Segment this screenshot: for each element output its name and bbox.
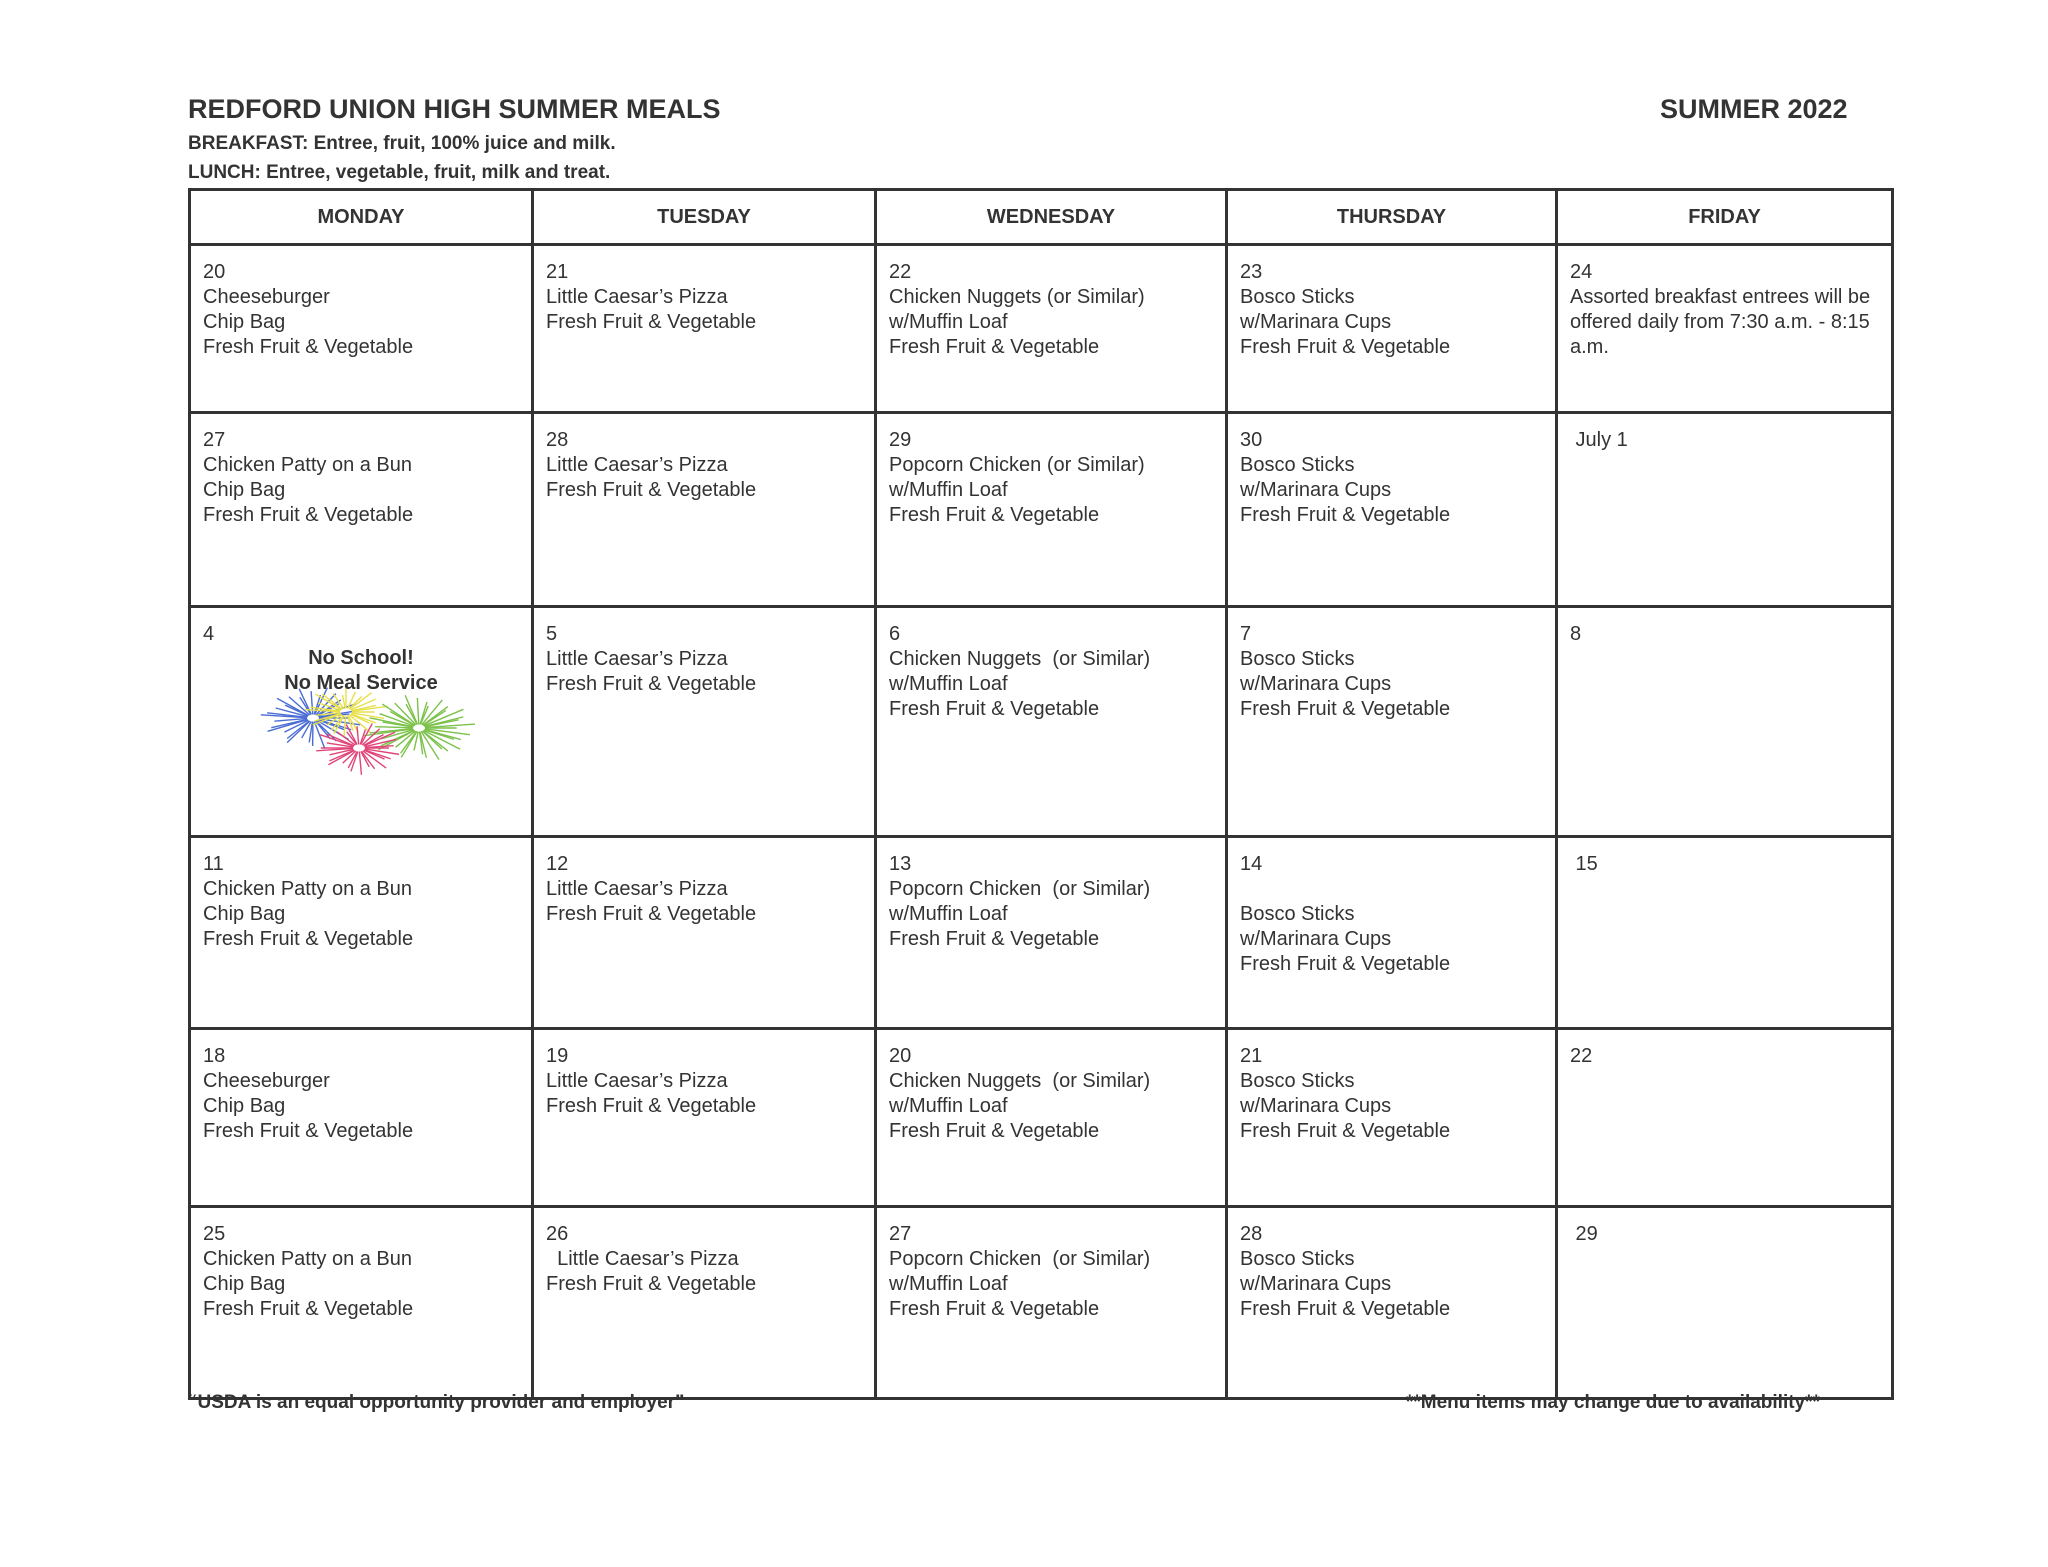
menu-item: Fresh Fruit & Vegetable [889,928,1100,950]
menu-item: Fresh Fruit & Vegetable [1240,504,1451,526]
menu-item: w/Muffin Loaf [889,479,1008,501]
menu-item: w/Marinara Cups [1240,673,1392,695]
menu-item: Fresh Fruit & Vegetable [1240,336,1451,358]
day-cell [533,1207,876,1399]
day-date: 7 [1240,623,1252,645]
day-date: 27 [889,1223,912,1245]
menu-item: w/Muffin Loaf [889,1095,1008,1117]
menu-item: w/Marinara Cups [1240,479,1392,501]
menu-item: Little Caesar’s Pizza [546,1248,739,1270]
menu-item: Chip Bag [203,311,286,333]
menu-item: w/Marinara Cups [1240,311,1392,333]
menu-item: Cheeseburger [203,286,330,308]
day-cell [1557,607,1893,837]
week-row [190,1207,1893,1399]
menu-item: Fresh Fruit & Vegetable [546,673,757,695]
day-cell [190,1029,533,1207]
day-date: 30 [1240,429,1263,451]
menu-item: Bosco Sticks [1240,648,1355,670]
menu-item: Bosco Sticks [1240,1248,1355,1270]
day-date: 15 [1570,853,1598,875]
menu-item: Fresh Fruit & Vegetable [546,1273,757,1295]
menu-item: Fresh Fruit & Vegetable [546,311,757,333]
day-cell [533,413,876,607]
week-row [190,413,1893,607]
menu-item: Fresh Fruit & Vegetable [546,479,757,501]
menu-item: Chicken Nuggets (or Similar) [889,648,1151,670]
menu-item: Chip Bag [203,1273,286,1295]
day-cell [1227,245,1557,413]
weekday-header: WEDNESDAY [876,190,1227,245]
day-cell [876,1207,1227,1399]
menu-item: Fresh Fruit & Vegetable [1240,1120,1451,1142]
weekday-header: FRIDAY [1557,190,1893,245]
menu-item: Little Caesar’s Pizza [546,878,728,900]
lunch-description: LUNCH: Entree, vegetable, fruit, milk and treat. [188,162,611,183]
menu-item: Fresh Fruit & Vegetable [203,336,414,358]
week-row [190,837,1893,1029]
menu-item: Chip Bag [203,479,286,501]
menu-item: Popcorn Chicken (or Similar) [889,1248,1151,1270]
day-cell [1227,607,1557,837]
notice-line: No School! [308,647,414,669]
day-date: 18 [203,1045,226,1067]
day-cell [1227,413,1557,607]
menu-item: Bosco Sticks [1240,903,1355,925]
day-date: 8 [1570,623,1582,645]
menu-item: Little Caesar’s Pizza [546,1070,728,1092]
day-date: 5 [546,623,558,645]
day-date: 6 [889,623,901,645]
menu-item: Fresh Fruit & Vegetable [1240,698,1451,720]
menu-item: w/Muffin Loaf [889,1273,1008,1295]
menu-item: Fresh Fruit & Vegetable [546,903,757,925]
day-date: 26 [546,1223,569,1245]
menu-item: Bosco Sticks [1240,1070,1355,1092]
day-date: 19 [546,1045,569,1067]
day-date: 21 [1240,1045,1263,1067]
menu-item: w/Muffin Loaf [889,673,1008,695]
day-cell [1557,837,1893,1029]
day-cell [190,245,533,413]
menu-item: Cheeseburger [203,1070,330,1092]
menu-item: Little Caesar’s Pizza [546,648,728,670]
day-cell [1557,1207,1893,1399]
day-cell [533,1029,876,1207]
menu-item: Fresh Fruit & Vegetable [889,336,1100,358]
menu-item: Fresh Fruit & Vegetable [889,1298,1100,1320]
menu-item: Chicken Nuggets (or Similar) [889,286,1145,308]
menu-item: Fresh Fruit & Vegetable [203,1120,414,1142]
availability-note: **Menu items may change due to availability** [1406,1392,1820,1413]
menu-item [1240,877,1543,902]
notice-line: No Meal Service [284,672,438,694]
menu-item: w/Muffin Loaf [889,903,1008,925]
menu-item: Fresh Fruit & Vegetable [203,928,414,950]
day-date: 13 [889,853,912,875]
menu-item: Fresh Fruit & Vegetable [889,1120,1100,1142]
day-cell [876,1029,1227,1207]
page-title: REDFORD UNION HIGH SUMMER MEALS [188,94,721,124]
day-date: 21 [546,261,569,283]
day-cell [533,837,876,1029]
usda-statement: “USDA is an equal opportunity provider and employer” [188,1392,685,1413]
breakfast-description: BREAKFAST: Entree, fruit, 100% juice and milk. [188,133,616,154]
day-date: 20 [889,1045,912,1067]
menu-item: Popcorn Chicken (or Similar) [889,878,1151,900]
day-cell [533,245,876,413]
weekday-header: THURSDAY [1227,190,1557,245]
menu-item: Bosco Sticks [1240,286,1355,308]
day-cell [1227,837,1557,1029]
menu-item: Bosco Sticks [1240,454,1355,476]
day-date: 29 [1570,1223,1598,1245]
day-cell [876,245,1227,413]
day-date: 12 [546,853,569,875]
day-date: 14 [1240,853,1263,875]
weekday-header-row [190,190,1893,245]
menu-item: Fresh Fruit & Vegetable [889,504,1100,526]
day-cell [1227,1029,1557,1207]
day-cell [876,837,1227,1029]
menu-item: Assorted breakfast entrees will be offered daily from 7:30 a.m. - 8:15 a.m. [1570,286,1871,358]
menu-item: Chicken Patty on a Bun [203,1248,413,1270]
menu-item: Chicken Nuggets (or Similar) [889,1070,1151,1092]
menu-item: Chicken Patty on a Bun [203,454,413,476]
menu-item: Popcorn Chicken (or Similar) [889,454,1145,476]
day-cell [1227,1207,1557,1399]
day-cell [876,413,1227,607]
week-row [190,245,1893,413]
menu-item: Chip Bag [203,1095,286,1117]
day-cell [876,607,1227,837]
menu-item: Fresh Fruit & Vegetable [203,1298,414,1320]
menu-item: w/Marinara Cups [1240,1095,1392,1117]
day-date: July 1 [1570,429,1628,451]
day-date: 27 [203,429,226,451]
menu-item: Fresh Fruit & Vegetable [203,504,414,526]
menu-item: Chip Bag [203,903,286,925]
day-cell [190,607,533,837]
menu-item: w/Marinara Cups [1240,928,1392,950]
menu-item: Little Caesar’s Pizza [546,286,728,308]
day-cell [190,1207,533,1399]
day-date: 28 [546,429,569,451]
weekday-header: TUESDAY [533,190,876,245]
day-cell [190,837,533,1029]
menu-item: Little Caesar’s Pizza [546,454,728,476]
day-cell [1557,413,1893,607]
day-cell [1557,245,1893,413]
day-date: 11 [203,853,224,875]
weekday-header: MONDAY [190,190,533,245]
no-school-notice [251,646,511,796]
menu-item: Fresh Fruit & Vegetable [1240,953,1451,975]
day-date: 28 [1240,1223,1263,1245]
menu-item: w/Marinara Cups [1240,1273,1392,1295]
menu-item: Chicken Patty on a Bun [203,878,413,900]
menu-item: Fresh Fruit & Vegetable [1240,1298,1451,1320]
day-date: 29 [889,429,912,451]
day-date: 22 [1570,1045,1593,1067]
day-cell [190,413,533,607]
day-date: 25 [203,1223,226,1245]
menu-item: Fresh Fruit & Vegetable [546,1095,757,1117]
week-row [190,607,1893,837]
menu-item: w/Muffin Loaf [889,311,1008,333]
day-date: 24 [1570,261,1593,283]
day-date: 20 [203,261,226,283]
day-date: 22 [889,261,912,283]
day-date: 23 [1240,261,1263,283]
week-row [190,1029,1893,1207]
menu-item: Fresh Fruit & Vegetable [889,698,1100,720]
menu-calendar [188,188,1894,1400]
no-school-text [251,646,471,696]
day-date: 4 [203,623,215,645]
season-label: SUMMER 2022 [1660,94,1848,124]
day-cell [1557,1029,1893,1207]
day-cell [533,607,876,837]
